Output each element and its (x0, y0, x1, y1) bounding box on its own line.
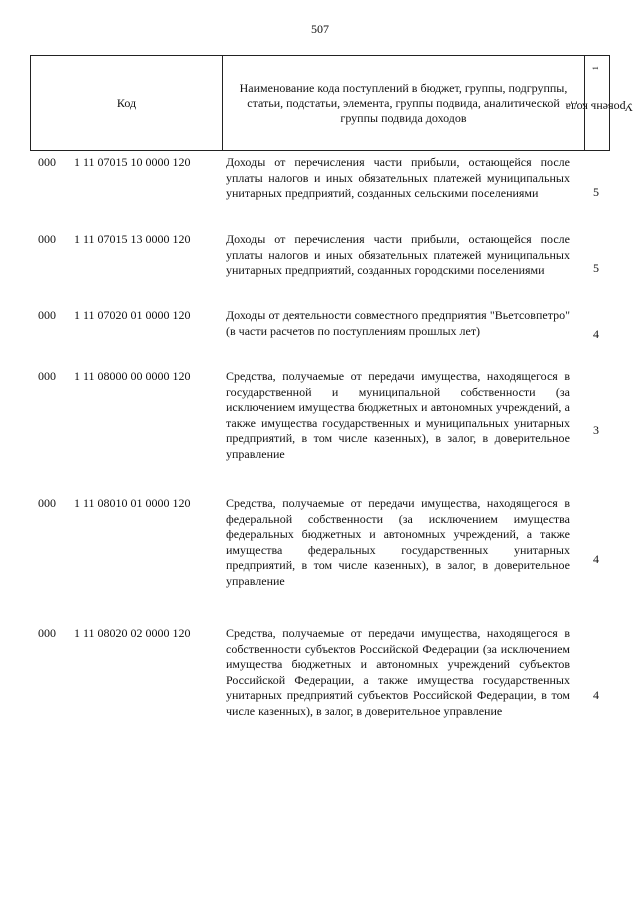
code-level: 4 (593, 552, 599, 566)
revenue-name: Доходы от деятельности совместного предприятия "Вьетсовпетро" (в части расчетов по поступлениям прошлых лет) (226, 308, 570, 338)
revenue-code: 1 11 08000 00 0000 120 (74, 369, 191, 383)
revenue-name: Средства, получаемые от передачи имущества, находящегося в собственности субъектов Российской Федерации (за исключением имущества бюджетных и автономных учреждений субъектов Российской Федерации, а также имущества государственных унитарных предприятий субъектов Российской Федерации, в том числе казенных), в залог, в доверительное управление (226, 626, 570, 718)
table-row (38, 626, 610, 752)
code-level: 4 (593, 327, 599, 341)
code-level: 3 (593, 423, 599, 437)
header-level-label: Уровень кода (565, 100, 633, 114)
revenue-code: 1 11 07015 13 0000 120 (74, 232, 191, 246)
header-level-footnote: 1 (590, 65, 600, 70)
revenue-name: Доходы от перечисления части прибыли, остающейся после уплаты налогов и иных обязательных платежей муниципальных унитарных предприятий, созданных сельскими поселениями (226, 155, 570, 200)
header-code: Код (31, 56, 223, 150)
admin-code: 000 (38, 155, 56, 169)
revenue-code: 1 11 07015 10 0000 120 (74, 155, 191, 169)
page-number: 507 (311, 22, 329, 36)
table-header (30, 55, 633, 151)
table-row (38, 496, 610, 606)
code-level: 5 (593, 261, 599, 275)
table-row (38, 155, 610, 219)
revenue-name: Средства, получаемые от передачи имущества, находящегося в государственной и муниципальной собственности (за исключением имущества бюджетных и автономных учреждений, а также имущества государственных и муниципальных унитарных предприятий, в том числе казенных), в залог, в доверительное управление (226, 369, 570, 461)
admin-code: 000 (38, 369, 56, 383)
header-level (565, 56, 633, 150)
admin-code: 000 (38, 232, 56, 246)
revenue-code: 1 11 07020 01 0000 120 (74, 308, 191, 322)
revenue-code: 1 11 08020 02 0000 120 (74, 626, 191, 640)
admin-code: 000 (38, 626, 56, 640)
revenue-name: Средства, получаемые от передачи имущества, находящегося в федеральной собственности (за исключением имущества федеральных бюджетных и автономных учреждений, а также имущества федеральных государственных унитарных предприятий, в том числе казенных), в залог, в доверительное управление (226, 496, 570, 588)
table-row (38, 308, 610, 356)
code-level: 4 (593, 688, 599, 702)
admin-code: 000 (38, 308, 56, 322)
table-row (38, 232, 610, 296)
table-row (38, 369, 610, 479)
admin-code: 000 (38, 496, 56, 510)
revenue-name: Доходы от перечисления части прибыли, остающейся после уплаты налогов и иных обязательных платежей муниципальных унитарных предприятий, созданных городскими поселениями (226, 232, 570, 277)
header-name: Наименование кода поступлений в бюджет, группы, подгруппы, статьи, подстатьи, элемента, группы подвида, аналитической группы подвида доходов (223, 56, 585, 150)
code-level: 5 (593, 185, 599, 199)
revenue-code: 1 11 08010 01 0000 120 (74, 496, 191, 510)
